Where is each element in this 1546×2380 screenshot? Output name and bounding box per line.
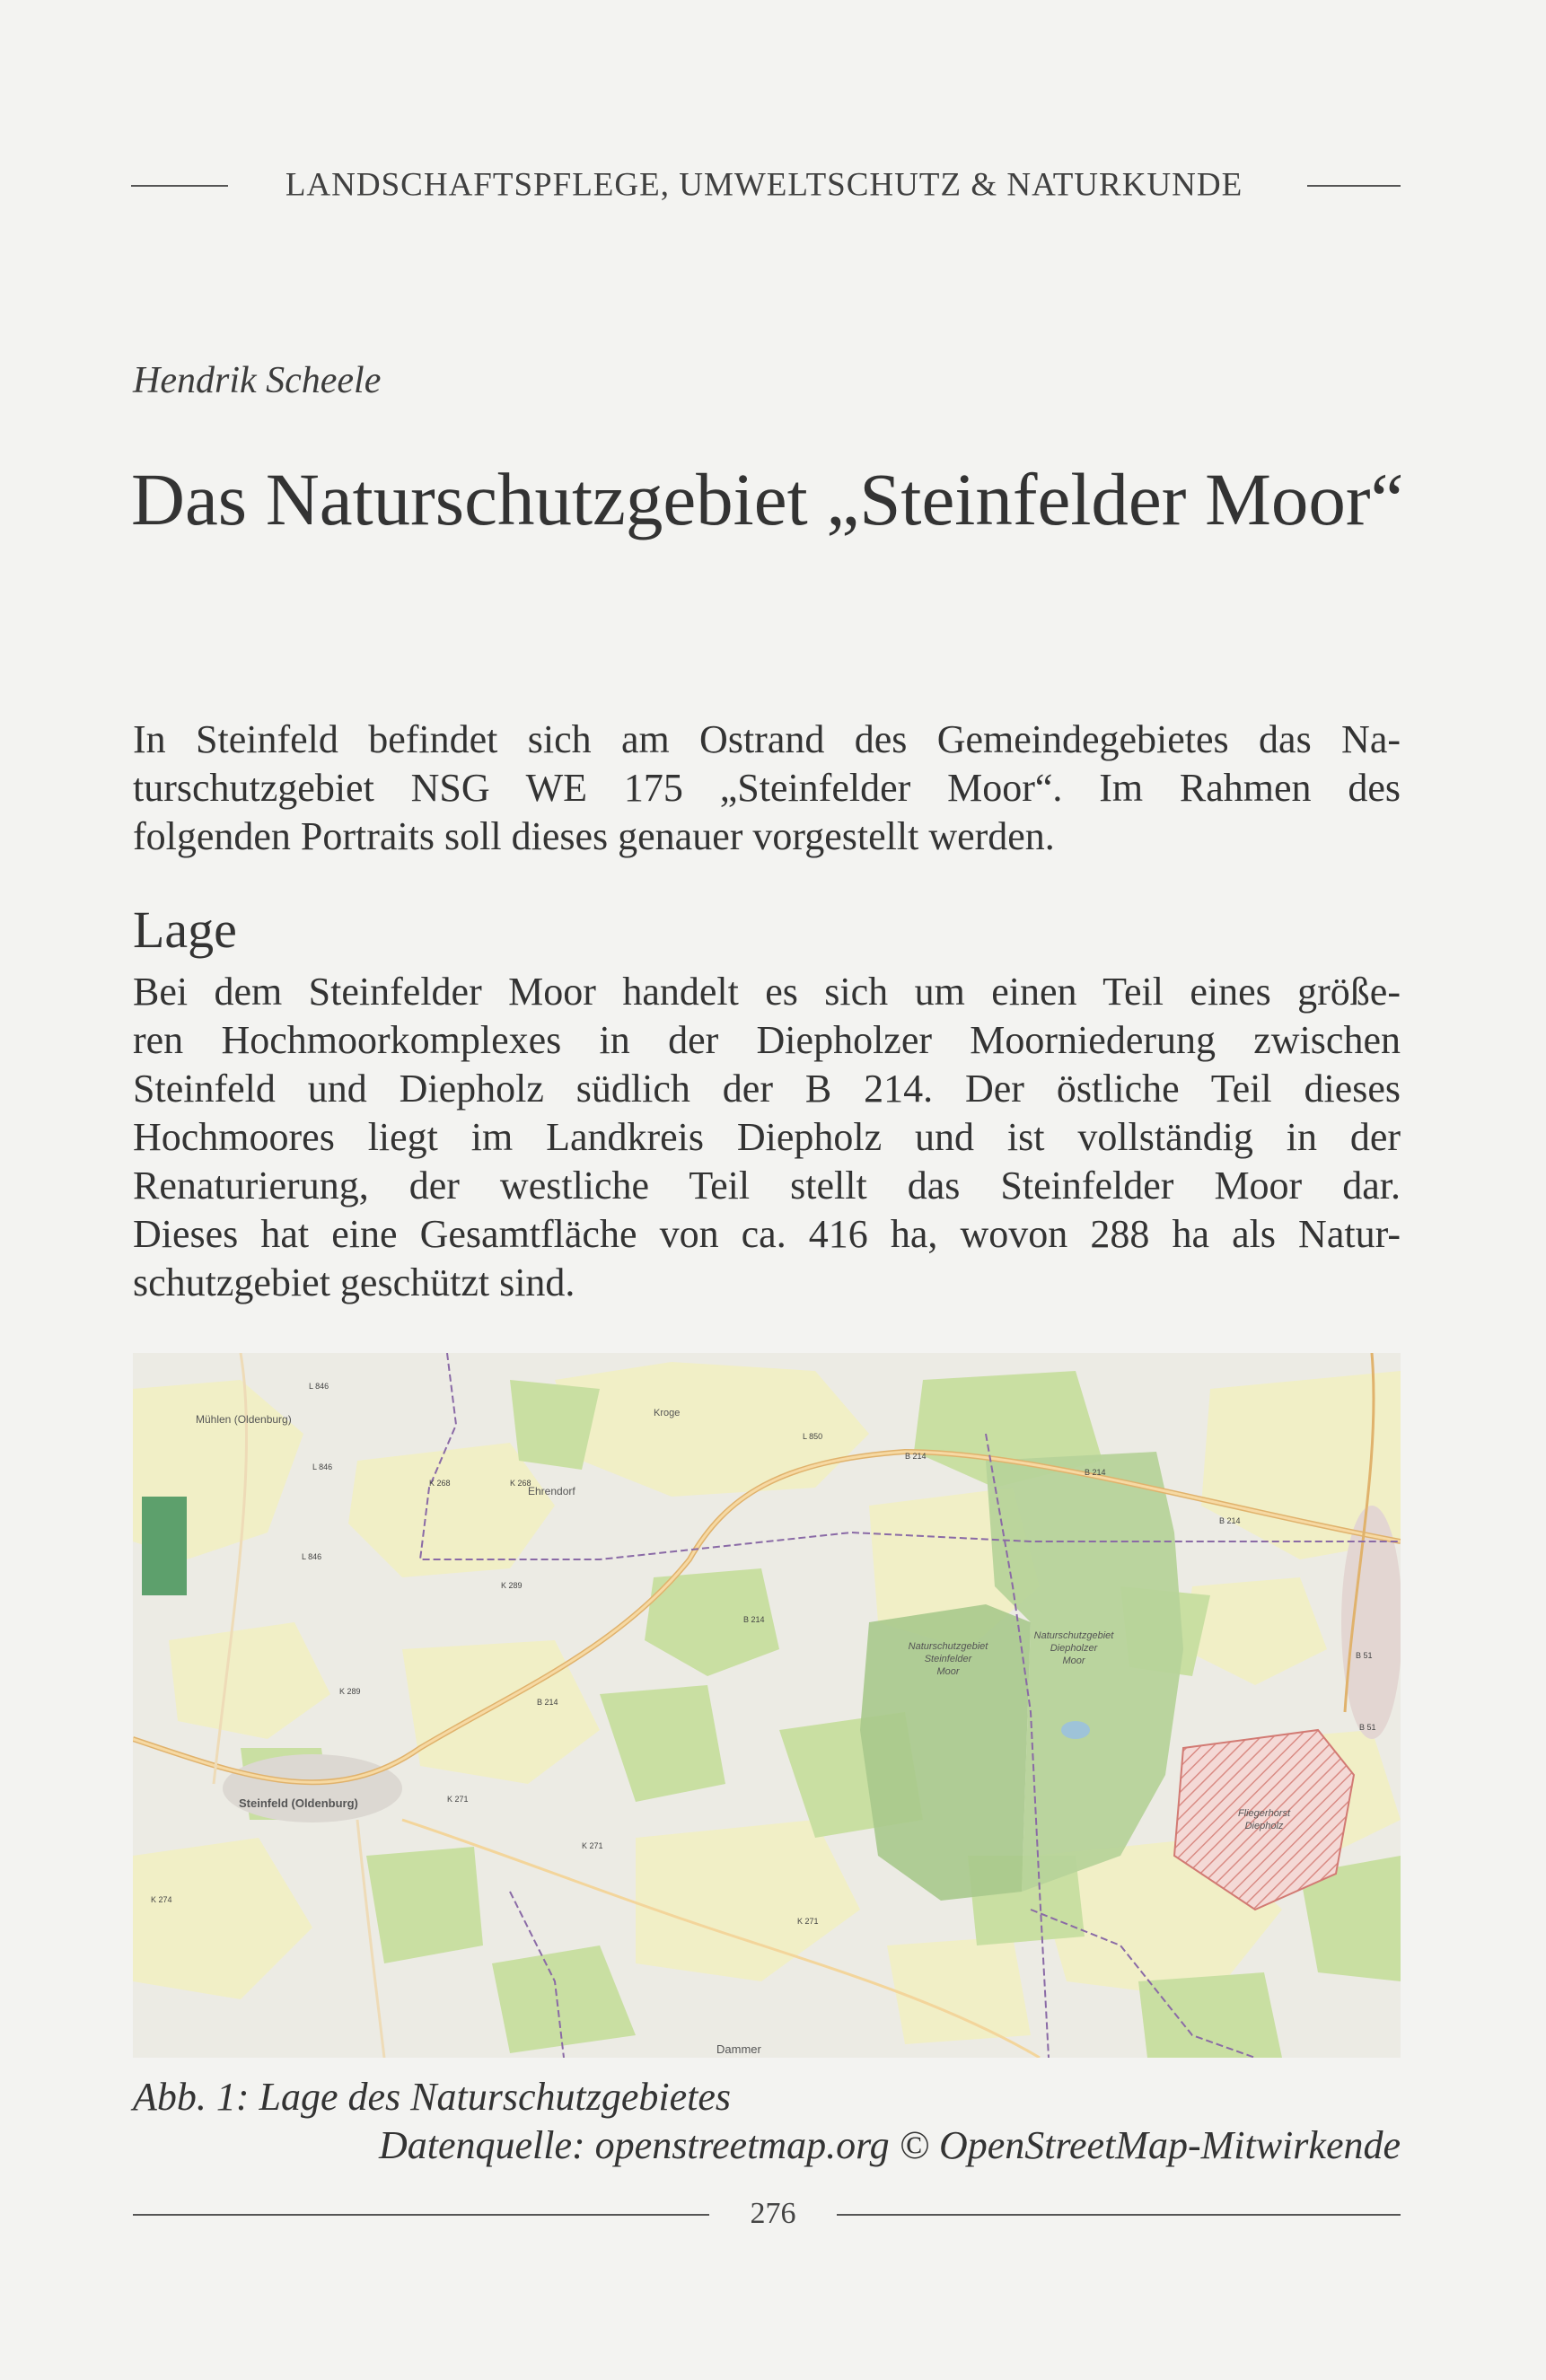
label-kroge: Kroge xyxy=(654,1408,681,1418)
lage-line: Bei dem Steinfelder Moor handelt es sich um einen Teil eines größe- xyxy=(133,970,1401,1014)
label-dammer: Dammer xyxy=(716,2042,761,2056)
label-muehlen: Mühlen (Oldenburg) xyxy=(196,1413,292,1426)
green-field xyxy=(142,1497,187,1595)
map-svg xyxy=(133,1353,1401,2058)
figure-caption: Abb. 1: Lage des Naturschutzgebietes xyxy=(133,2075,732,2119)
location-map xyxy=(133,1353,1401,2058)
road-label: K 289 xyxy=(339,1687,361,1696)
author-name: Hendrik Scheele xyxy=(133,360,382,401)
lage-line: Steinfeld und Diepholz südlich der B 214. Der östliche Teil dieses xyxy=(133,1067,1401,1111)
label-ehrendorf: Ehrendorf xyxy=(528,1485,575,1497)
lage-line: Dieses hat eine Gesamtfläche von ca. 416 ha, wovon 288 ha als Natur- xyxy=(133,1212,1401,1256)
lage-paragraph xyxy=(133,968,1401,1307)
intro-paragraph xyxy=(133,716,1401,861)
header-rule-right xyxy=(1307,185,1401,187)
label-nsg-steinfelder-2: Steinfelder xyxy=(924,1654,972,1664)
road-label: L 846 xyxy=(302,1552,322,1561)
road-label: L 850 xyxy=(803,1432,823,1441)
label-steinfeld: Steinfeld (Oldenburg) xyxy=(239,1796,358,1810)
footer-rule-right xyxy=(837,2214,1401,2216)
lage-line: Renaturierung, der westliche Teil stellt das Steinfelder Moor dar. xyxy=(133,1164,1401,1208)
steinfeld-urban xyxy=(223,1754,402,1822)
moor-pond xyxy=(1061,1721,1090,1739)
road-label: L 846 xyxy=(312,1462,333,1471)
road-label: K 271 xyxy=(797,1917,819,1926)
road-label: K 268 xyxy=(510,1479,531,1488)
page-number: 276 xyxy=(750,2197,796,2230)
road-label: K 268 xyxy=(429,1479,451,1488)
figure-source: Datenquelle: openstreetmap.org © OpenStreetMap-Mitwirkende xyxy=(378,2123,1401,2167)
section-heading: Lage xyxy=(133,900,237,959)
road-label: K 274 xyxy=(151,1895,172,1904)
label-nsg-diepholzer-1: Naturschutzgebiet xyxy=(1033,1630,1114,1641)
label-nsg-steinfelder-3: Moor xyxy=(936,1666,960,1677)
road-label: B 214 xyxy=(905,1452,927,1461)
road-label: B 214 xyxy=(1085,1468,1106,1477)
label-fliegerhorst-1: Fliegerhorst xyxy=(1237,1808,1291,1819)
label-nsg-diepholzer-2: Diepholzer xyxy=(1050,1643,1098,1654)
running-head: LANDSCHAFTSPFLEGE, UMWELTSCHUTZ & NATURKUNDE xyxy=(285,166,1243,204)
road-label: K 289 xyxy=(501,1581,523,1590)
road-label: K 271 xyxy=(447,1795,469,1804)
label-nsg-diepholzer-3: Moor xyxy=(1062,1655,1085,1666)
road-label: L 846 xyxy=(309,1382,329,1391)
intro-line: In Steinfeld befindet sich am Ostrand des Gemeindegebietes das Na- xyxy=(133,717,1401,761)
road-label: B 214 xyxy=(1219,1516,1241,1525)
article-title: Das Naturschutzgebiet „Steinfelder Moor“ xyxy=(131,458,1404,540)
label-nsg-steinfelder-1: Naturschutzgebiet xyxy=(908,1641,988,1652)
label-fliegerhorst-2: Diepholz xyxy=(1244,1821,1284,1831)
intro-line: turschutzgebiet NSG WE 175 „Steinfelder Moor“. Im Rahmen des xyxy=(133,766,1401,810)
road-label: B 214 xyxy=(743,1615,765,1624)
road-label: K 271 xyxy=(582,1841,603,1850)
intro-line: folgenden Portraits soll dieses genauer vorgestellt werden. xyxy=(133,814,1055,858)
lage-line: Hochmoores liegt im Landkreis Diepholz und ist vollständig in der xyxy=(133,1115,1401,1159)
footer-rule-left xyxy=(133,2214,709,2216)
road-label: B 51 xyxy=(1359,1723,1376,1732)
header-rule-left xyxy=(131,185,228,187)
lage-line: ren Hochmoorkomplexes in der Diepholzer Moorniederung zwischen xyxy=(133,1018,1401,1062)
road-label: B 51 xyxy=(1356,1651,1373,1660)
road-label: B 214 xyxy=(537,1698,558,1707)
lage-line: schutzgebiet geschützt sind. xyxy=(133,1260,575,1304)
